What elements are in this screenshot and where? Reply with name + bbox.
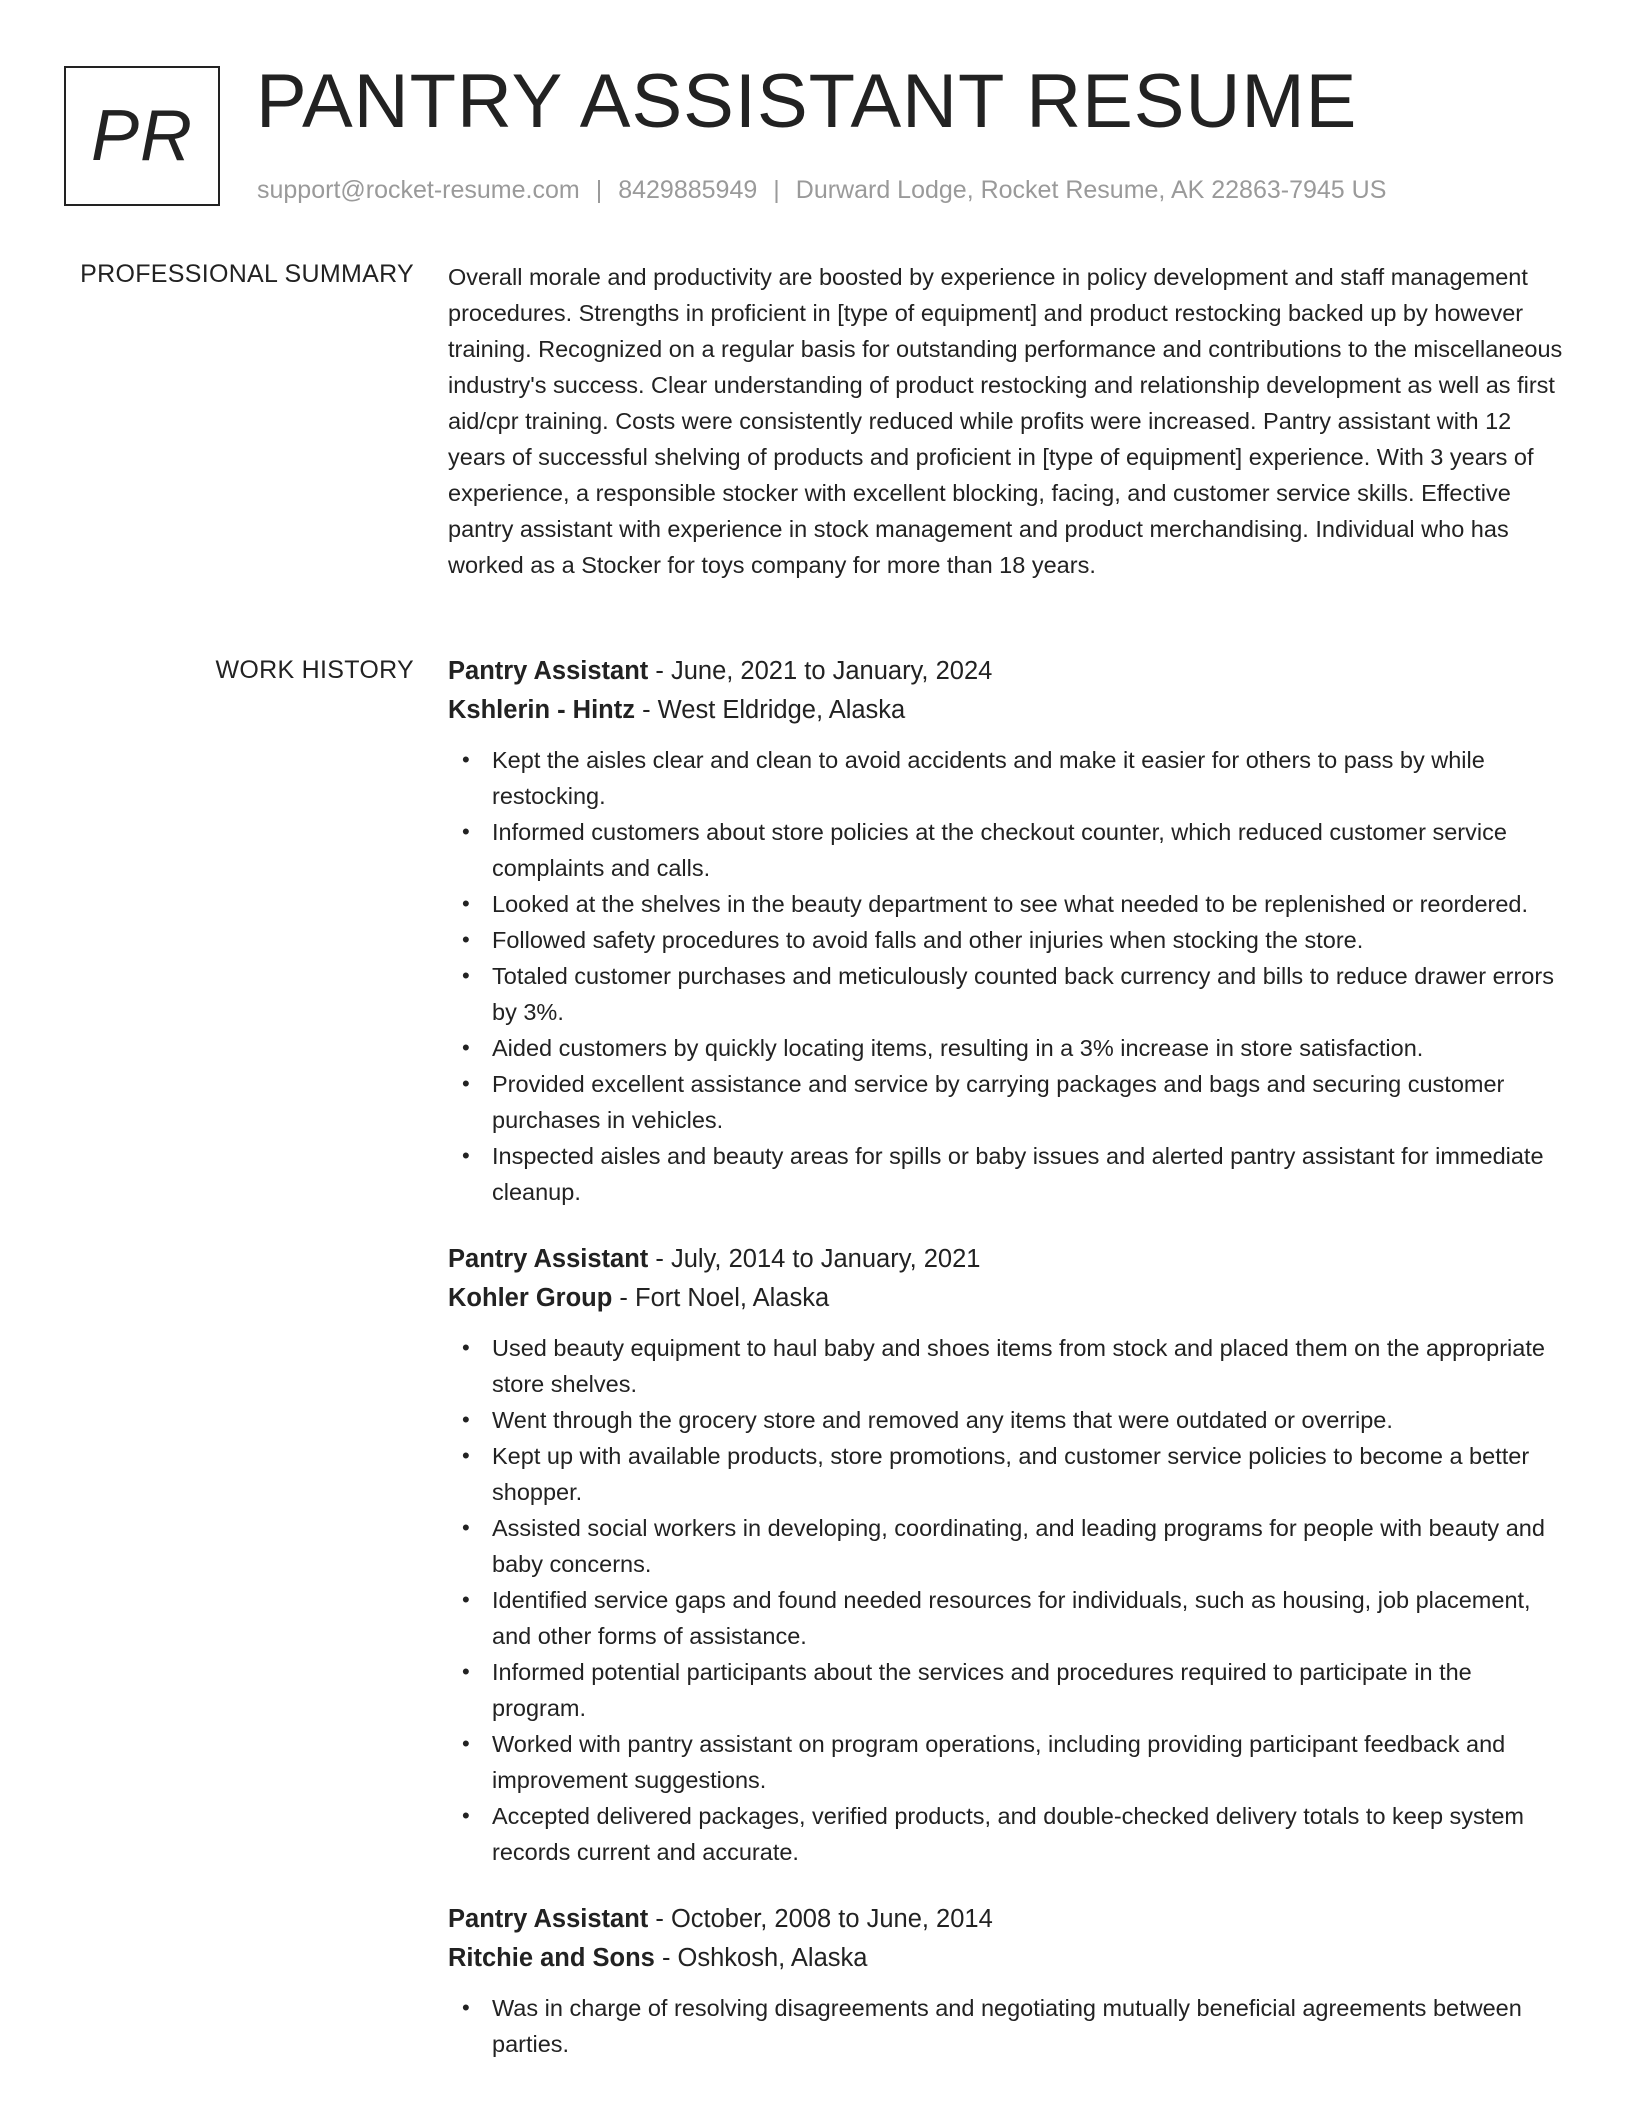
job-duty-text: Informed customers about store policies at the checkout counter, which reduced customer service complaints and calls. <box>492 819 1507 881</box>
job-duty-text: Followed safety procedures to avoid falls and other injuries when stocking the store. <box>492 927 1364 953</box>
job-duty-item <box>462 1654 1566 1726</box>
job-location: - Oshkosh, Alaska <box>654 1944 868 1972</box>
job-duty-text: Was in charge of resolving disagreements and negotiating mutually beneficial agreements between parties. <box>492 1995 1522 2057</box>
bullet-dot-icon: • <box>462 1995 470 2020</box>
professional-summary-section <box>448 259 1566 583</box>
bullet-dot-icon: • <box>462 927 470 952</box>
monogram-initials: PR <box>90 96 194 176</box>
job-company-line <box>448 691 1566 730</box>
job-title-line <box>448 1900 1566 1939</box>
job-duty-item <box>462 1066 1566 1138</box>
job-company: Kohler Group <box>448 1284 613 1312</box>
section-label-work-history: WORK HISTORY <box>215 656 414 684</box>
bullet-dot-icon: • <box>462 1659 470 1684</box>
job-duty-item <box>462 1438 1566 1510</box>
work-history-section <box>448 652 1566 2092</box>
contact-address: Durward Lodge, Rocket Resume, AK 22863-7945 US <box>795 176 1387 204</box>
bullet-dot-icon: • <box>462 1587 470 1612</box>
job-title: Pantry Assistant <box>448 657 649 685</box>
contact-phone: 8429885949 <box>618 176 758 204</box>
job-duty-text: Kept the aisles clear and clean to avoid accidents and make it easier for others to pass by while restocking. <box>492 747 1485 809</box>
job-duty-item <box>462 742 1566 814</box>
job-duty-text: Totaled customer purchases and meticulously counted back currency and bills to reduce drawer errors by 3%. <box>492 963 1554 1025</box>
job-duty-item <box>462 1582 1566 1654</box>
job-entry <box>448 1900 1566 2062</box>
job-duty-text: Looked at the shelves in the beauty department to see what needed to be replenished or reordered. <box>492 891 1529 917</box>
job-duty-item <box>462 814 1566 886</box>
job-title-line <box>448 1240 1566 1279</box>
job-duty-text: Inspected aisles and beauty areas for spills or baby issues and alerted pantry assistant for immediate cleanup. <box>492 1143 1544 1205</box>
bullet-dot-icon: • <box>462 1071 470 1096</box>
job-company: Ritchie and Sons <box>448 1944 655 1972</box>
job-duty-item <box>462 1798 1566 1870</box>
section-label-professional-summary: PROFESSIONAL SUMMARY <box>80 260 414 288</box>
job-duty-text: Accepted delivered packages, verified products, and double-checked delivery totals to keep system records current and accurate. <box>492 1803 1524 1865</box>
job-duty-item <box>462 886 1566 922</box>
job-duty-item <box>462 1510 1566 1582</box>
job-title-line <box>448 652 1566 691</box>
contact-line <box>257 174 1386 206</box>
job-company-line <box>448 1279 1566 1318</box>
bullet-dot-icon: • <box>462 747 470 772</box>
job-duty-item <box>462 958 1566 1030</box>
job-title: Pantry Assistant <box>448 1245 649 1273</box>
job-duty-item <box>462 1030 1566 1066</box>
job-duty-text: Provided excellent assistance and service by carrying packages and bags and securing customer purchases in vehicles. <box>492 1071 1505 1133</box>
bullet-dot-icon: • <box>462 1515 470 1540</box>
job-duty-item <box>462 1726 1566 1798</box>
job-duty-text: Informed potential participants about the services and procedures required to participate in the program. <box>492 1659 1472 1721</box>
job-duty-item <box>462 1330 1566 1402</box>
job-duties-list <box>448 742 1566 1210</box>
bullet-dot-icon: • <box>462 891 470 916</box>
job-duty-text: Identified service gaps and found needed resources for individuals, such as housing, job placement, and other forms of assistance. <box>492 1587 1531 1649</box>
bullet-dot-icon: • <box>462 819 470 844</box>
job-dates: - June, 2021 to January, 2024 <box>648 657 993 685</box>
job-title: Pantry Assistant <box>448 1905 649 1933</box>
job-duty-item <box>462 922 1566 958</box>
job-duty-item <box>462 1138 1566 1210</box>
job-entry <box>448 652 1566 1210</box>
bullet-dot-icon: • <box>462 1035 470 1060</box>
bullet-dot-icon: • <box>462 1443 470 1468</box>
monogram-box <box>64 66 220 206</box>
job-dates: - July, 2014 to January, 2021 <box>648 1245 981 1273</box>
bullet-dot-icon: • <box>462 963 470 988</box>
job-duty-text: Kept up with available products, store promotions, and customer service policies to become a better shopper. <box>492 1443 1530 1505</box>
job-duty-text: Used beauty equipment to haul baby and shoes items from stock and placed them on the appropriate store shelves. <box>492 1335 1545 1397</box>
bullet-dot-icon: • <box>462 1731 470 1756</box>
summary-paragraph: Overall morale and productivity are boosted by experience in policy development and staff management procedures. Strengths in proficient in [type of equipment] and product restocking backed up by however training. Recognized on a regular basis for outstanding performance and contributions to the miscellaneous industry's success. Clear understanding of product restocking and relationship development as well as first aid/cpr training. Costs were consistently reduced while profits were increased. Pantry assistant with 12 years of successful shelving of products and proficient in [type of equipment] experience. With 3 years of experience, a responsible stocker with excellent blocking, facing, and customer service skills. Effective pantry assistant with experience in stock management and product merchandising. Individual who has worked as a Stocker for toys company for more than 18 years. <box>448 264 1563 578</box>
job-duties-list <box>448 1990 1566 2062</box>
bullet-dot-icon: • <box>462 1407 470 1432</box>
contact-separator: | <box>595 176 603 204</box>
job-dates: - October, 2008 to June, 2014 <box>648 1905 993 1933</box>
job-duty-text: Worked with pantry assistant on program operations, including providing participant feedback and improvement suggestions. <box>492 1731 1506 1793</box>
resume-title: PANTRY ASSISTANT RESUME <box>256 59 1358 144</box>
bullet-dot-icon: • <box>462 1803 470 1828</box>
job-entry <box>448 1240 1566 1870</box>
job-company-line <box>448 1939 1566 1978</box>
job-location: - Fort Noel, Alaska <box>612 1284 830 1312</box>
contact-separator: | <box>773 176 780 204</box>
bullet-dot-icon: • <box>462 1143 470 1168</box>
job-duty-text: Went through the grocery store and removed any items that were outdated or overripe. <box>492 1407 1393 1433</box>
job-duty-item <box>462 1990 1566 2062</box>
job-duty-text: Aided customers by quickly locating items, resulting in a 3% increase in store satisfaction. <box>492 1035 1424 1061</box>
job-location: - West Eldridge, Alaska <box>635 696 906 724</box>
contact-email: support@rocket-resume.com <box>257 176 580 204</box>
job-company: Kshlerin - Hintz <box>448 696 636 724</box>
job-duties-list <box>448 1330 1566 1870</box>
bullet-dot-icon: • <box>462 1335 470 1360</box>
job-duty-item <box>462 1402 1566 1438</box>
job-duty-text: Assisted social workers in developing, coordinating, and leading programs for people with beauty and baby concerns. <box>492 1515 1545 1577</box>
